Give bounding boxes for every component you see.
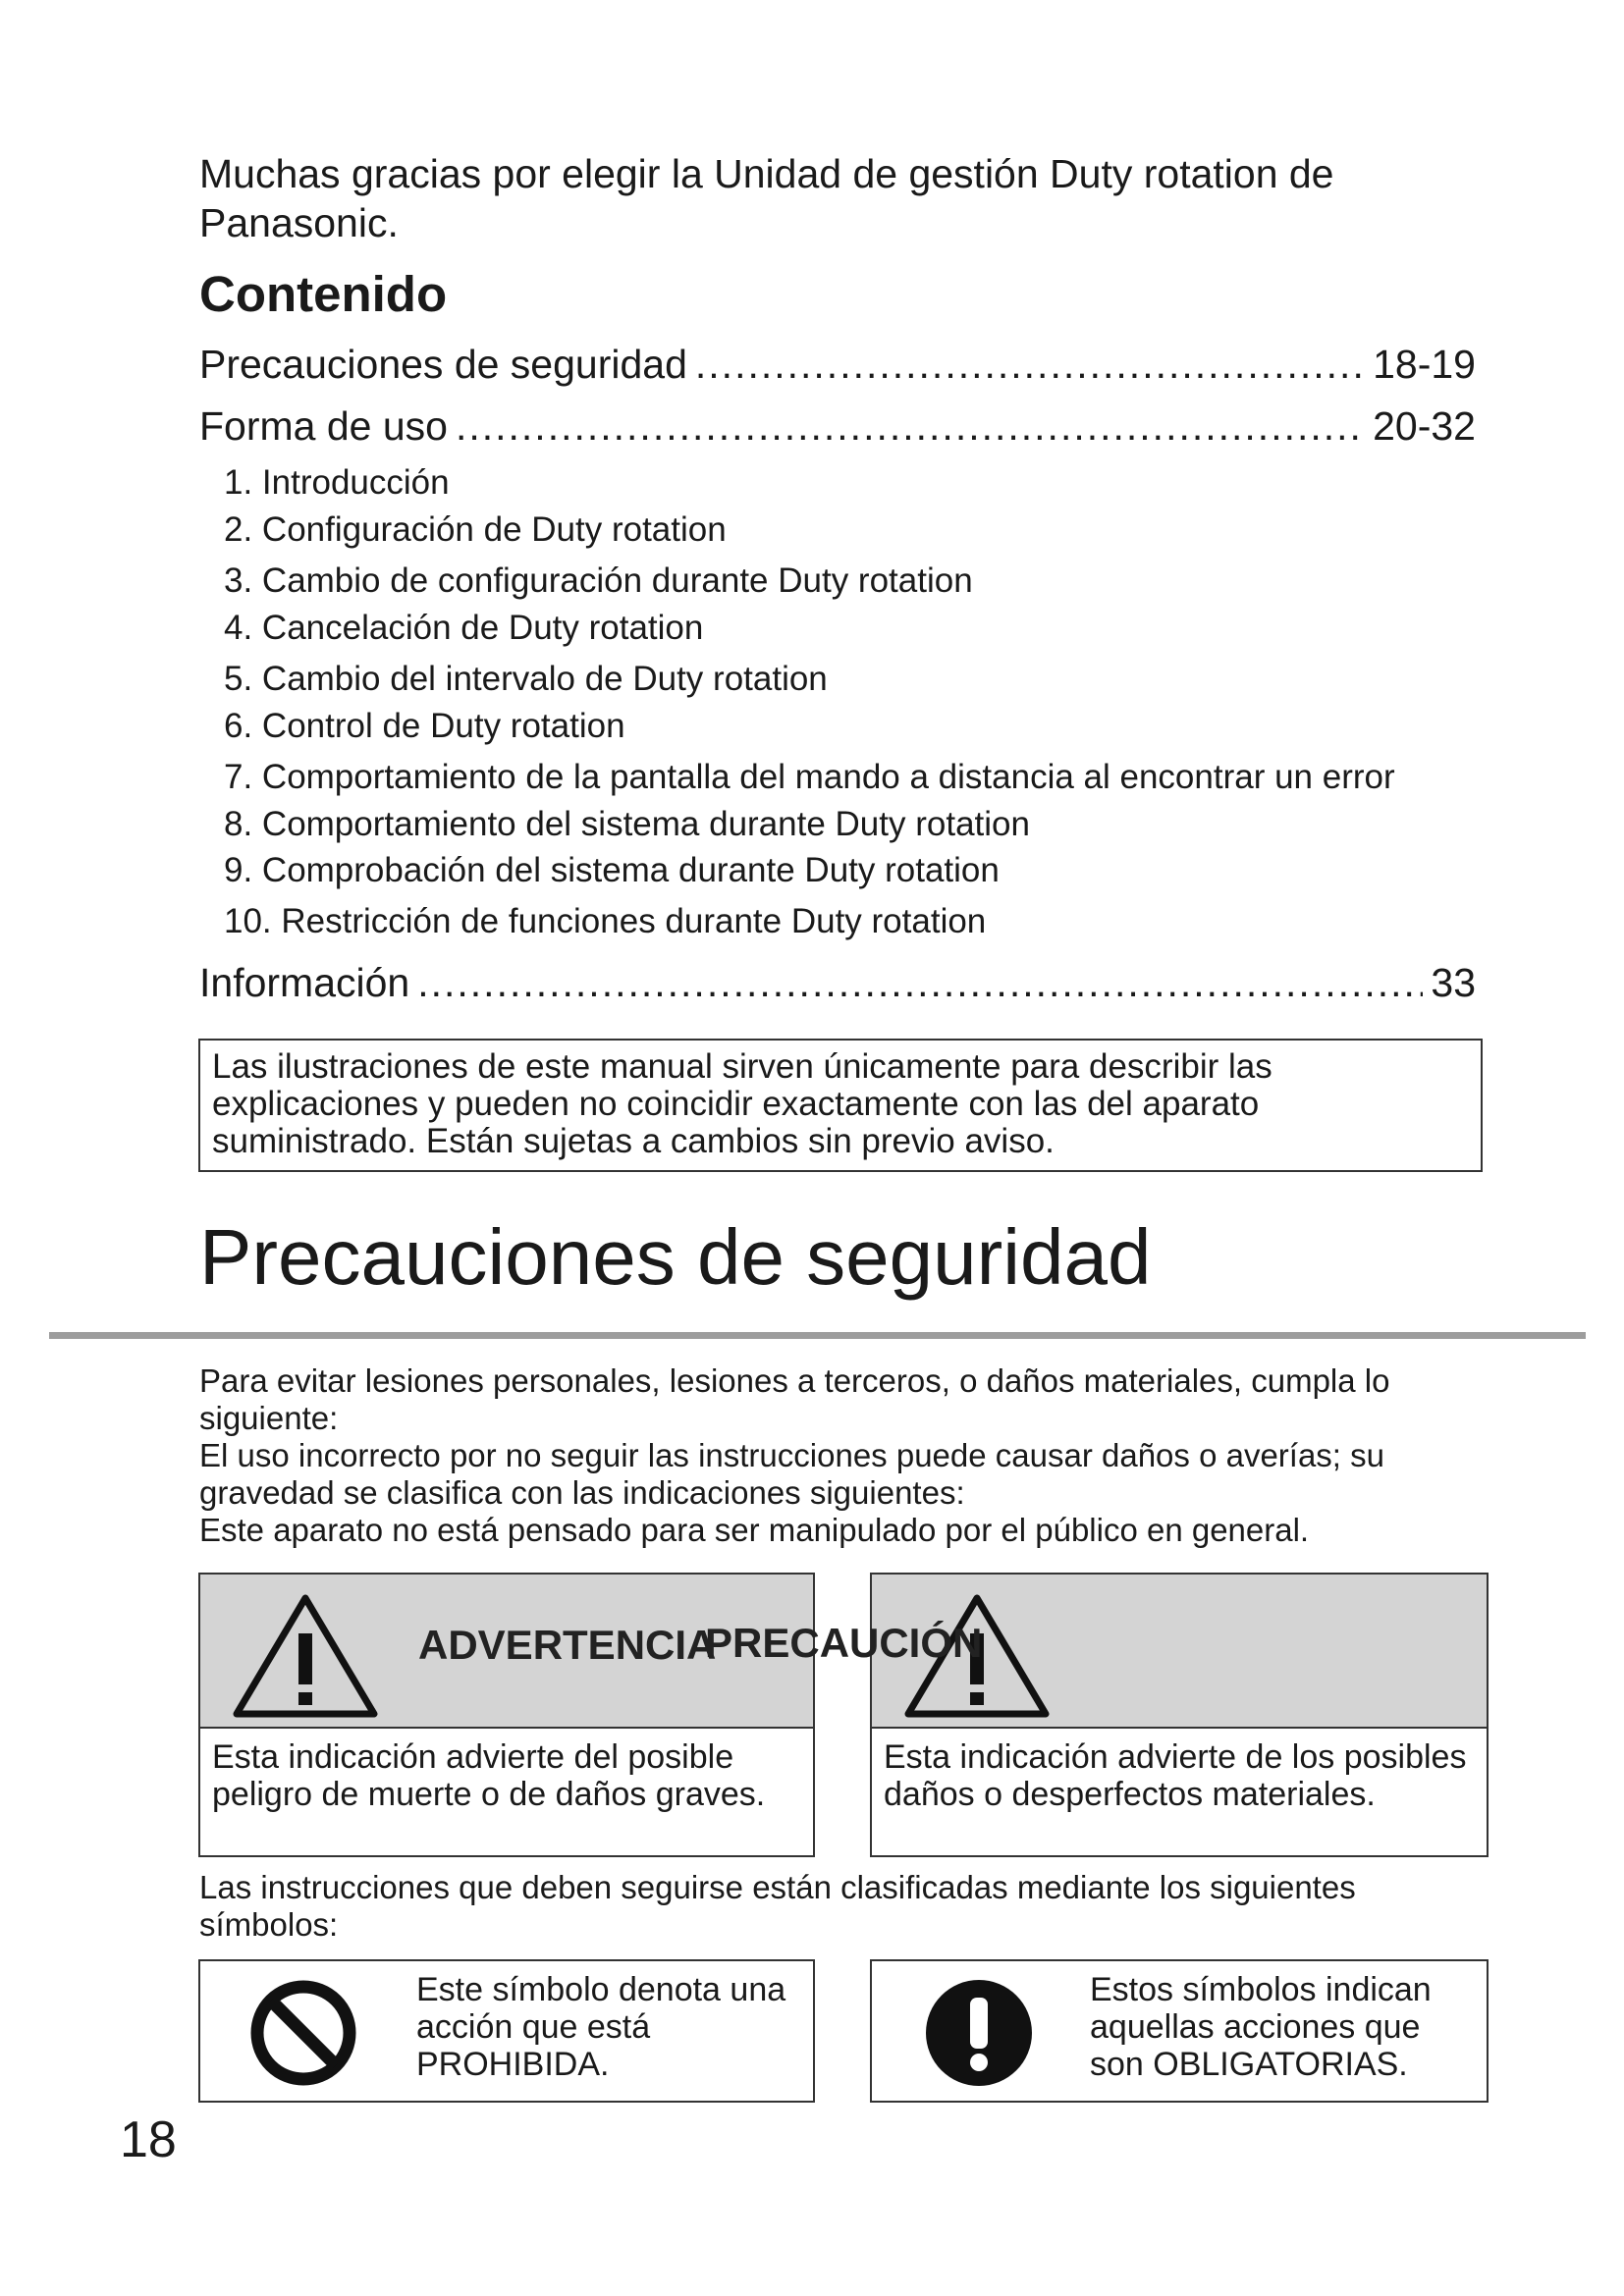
toc-subitem: 9. Comprobación del sistema durante Duty rotation [224, 851, 1000, 889]
caution-label: PRECAUCIÓN [705, 1620, 983, 1666]
mandatory-icon [924, 1978, 1034, 2088]
toc-entry-label: Precauciones de seguridad [199, 342, 687, 387]
prohibited-description: Este símbolo denota una acción que está PROHIBIDA. [416, 1971, 786, 2083]
toc-subitem: 7. Comportamiento de la pantalla del mando a distancia al encontrar un error [224, 758, 1395, 796]
toc-entry-info [199, 960, 1476, 1006]
symbols-intro: Las instrucciones que deben seguirse están clasificadas mediante los siguientes símbolos: [199, 1869, 1356, 1943]
toc-entry-pages: 33 [1431, 960, 1476, 1005]
toc-subitem: 3. Cambio de configuración durante Duty rotation [224, 561, 973, 600]
safety-lead [199, 1362, 1427, 1549]
toc-subitem: 5. Cambio del intervalo de Duty rotation [224, 660, 828, 698]
toc-leader-dots [695, 342, 1365, 388]
intro-text: Muchas gracias por elegir la Unidad de gestión Duty rotation de Panasonic. [199, 151, 1334, 245]
safety-title: Precauciones de seguridad [199, 1213, 1152, 1301]
toc-subitem: 1. Introducción [224, 463, 450, 502]
toc-subitem: 6. Control de Duty rotation [224, 707, 625, 745]
warning-label: ADVERTENCIA [418, 1622, 717, 1668]
toc-entry-pages: 18-19 [1373, 342, 1476, 387]
caution-description: Esta indicación advierte de los posibles daños o desperfectos materiales. [884, 1738, 1467, 1813]
toc-entry-pages: 20-32 [1373, 403, 1476, 449]
caution-box [870, 1573, 1489, 1857]
contents-heading: Contenido [199, 266, 448, 322]
lead-paragraph: Este aparato no está pensado para ser manipulado por el público en general. [199, 1512, 1310, 1548]
toc-subitem: 10. Restricción de funciones durante Duty rotation [224, 902, 987, 940]
mandatory-symbol-box [870, 1959, 1489, 2103]
page-number: 18 [120, 2111, 177, 2168]
warning-triangle-icon [232, 1592, 379, 1720]
prohibited-symbol-box [198, 1959, 815, 2103]
toc-entry-label: Forma de uso [199, 403, 448, 449]
lead-paragraph: Para evitar lesiones personales, lesiones a terceros, o daños materiales, cumpla lo siguiente: [199, 1362, 1390, 1436]
title-divider [49, 1332, 1586, 1339]
mandatory-description: Estos símbolos indican aquellas acciones que son OBLIGATORIAS. [1090, 1971, 1432, 2083]
toc-entry-label: Información [199, 960, 410, 1005]
toc-subitem: 8. Comportamiento del sistema durante Duty rotation [224, 805, 1030, 843]
toc-subitem: 4. Cancelación de Duty rotation [224, 609, 704, 647]
disclaimer-note: Las ilustraciones de este manual sirven únicamente para describir las explicaciones y pueden no coincidir exactamente con las del aparato suministrado. Están sujetas a cambios sin previo aviso. [198, 1039, 1483, 1172]
toc-leader-dots [417, 960, 1423, 1006]
toc-entry-safety [199, 342, 1476, 388]
warning-box [198, 1573, 815, 1857]
warning-description: Esta indicación advierte del posible peligro de muerte o de daños graves. [212, 1738, 766, 1813]
toc-subitem: 2. Configuración de Duty rotation [224, 510, 727, 549]
toc-leader-dots [456, 403, 1365, 450]
lead-paragraph: El uso incorrecto por no seguir las instrucciones puede causar daños o averías; su gravedad se clasifica con las indicaciones siguientes: [199, 1437, 1384, 1511]
toc-entry-usage [199, 403, 1476, 450]
prohibited-icon [249, 1979, 357, 2087]
